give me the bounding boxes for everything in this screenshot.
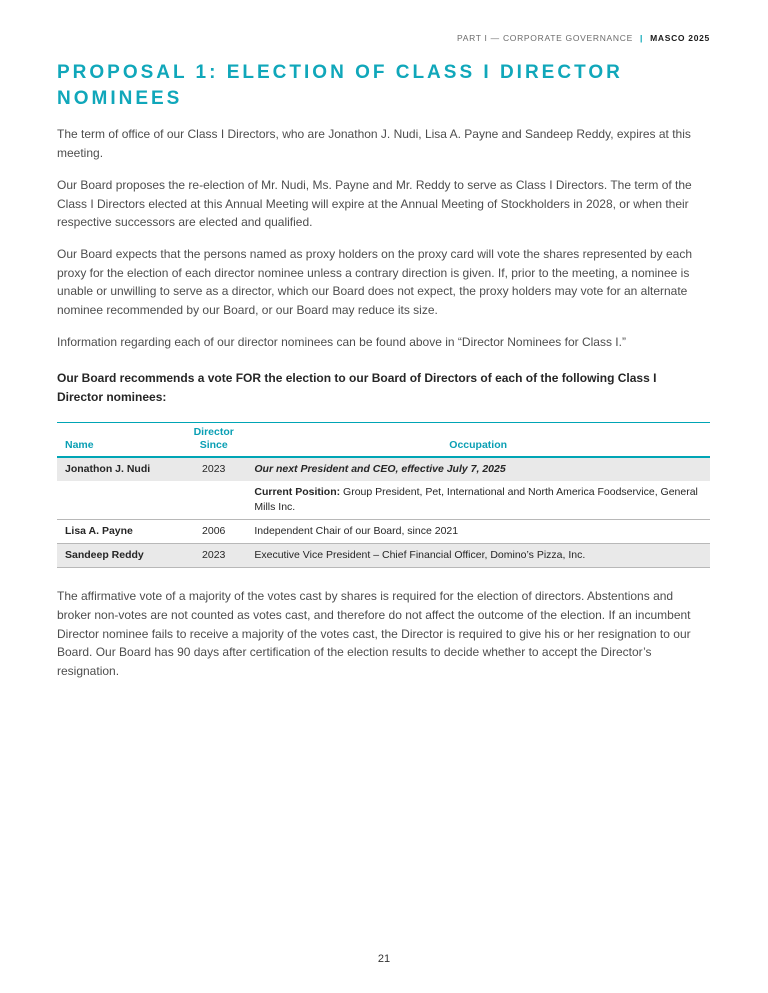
- column-header-occupation: Occupation: [246, 423, 710, 458]
- header-divider: |: [639, 33, 644, 43]
- paragraph-proxy-holders: Our Board expects that the persons named as proxy holders on the proxy card will vote the shares represented by each proxy for the election of each director nominee unless a contrary direction is given. If, prior to the meeting, a nominee is unable or unwilling to serve as a director, which our Board does not expect, the proxy holders may vote for an alternate nominee recommended by our Board, or our Board may reduce its size.: [57, 247, 693, 318]
- table-row-nudi: [57, 457, 710, 481]
- nominee-occupation: Executive Vice President – Chief Financial Officer, Domino’s Pizza, Inc.: [246, 543, 710, 567]
- paragraph-nominee-info: Information regarding each of our director nominees can be found above in “Director Nominees for Class I.”: [57, 334, 626, 349]
- column-header-name: Name: [57, 423, 181, 458]
- director-nominees-table: [57, 422, 710, 568]
- empty-cell: [181, 481, 246, 519]
- table-header-row: [57, 423, 710, 458]
- table-row-payne: [57, 519, 710, 543]
- nominee-director-since: 2023: [181, 543, 246, 567]
- current-position-detail: Group President, Pet, International and North America Foodservice, General Mills Inc.: [254, 486, 698, 513]
- page-title: PROPOSAL 1: ELECTION OF CLASS I DIRECTOR NOMINEES: [57, 62, 623, 110]
- nominee-occupation-highlight-cell: [246, 457, 710, 481]
- table-row-nudi-continued: [57, 481, 710, 519]
- paragraph-re-election: Our Board proposes the re-election of Mr. Nudi, Ms. Payne and Mr. Reddy to serve as Class I Directors. The term of the Class I Directors elected at this Annual Meeting will expire at the Annual Meeting of Stockholders in 2028, or when their respective successors are elected and qualified.: [57, 177, 692, 230]
- table-row-reddy: [57, 543, 710, 567]
- nominee-name: Jonathon J. Nudi: [57, 457, 181, 481]
- occupation-highlight: Our next President and CEO, effective July 7, 2025: [254, 463, 506, 476]
- column-header-since-line: Since: [199, 439, 228, 452]
- column-header-director-since: [181, 423, 246, 458]
- nominee-occupation: Independent Chair of our Board, since 2021: [246, 519, 710, 543]
- header-section-label: PART I — CORPORATE GOVERNANCE: [456, 33, 633, 43]
- page-header: [57, 33, 710, 43]
- column-header-director-line: Director: [193, 426, 234, 438]
- page-number: 21: [377, 953, 391, 965]
- empty-cell: [57, 481, 181, 519]
- current-position-label: Current Position:: [254, 486, 341, 499]
- nominee-name: Sandeep Reddy: [57, 543, 181, 567]
- recommendation-text: Our Board recommends a vote FOR the election to our Board of Directors of each of the following Class I Director nominees:: [57, 370, 657, 404]
- nominee-current-position-cell: [246, 481, 710, 519]
- paragraph-term-of-office: The term of office of our Class I Directors, who are Jonathon J. Nudi, Lisa A. Payne and Sandeep Reddy, expires at this meeting.: [57, 127, 691, 161]
- nominee-director-since: 2006: [181, 519, 246, 543]
- closing-paragraph: The affirmative vote of a majority of the votes cast by shares is required for the election of directors. Abstentions and broker non-votes are not counted as votes cast, and therefore do not affect the outcome of the election. If an incumbent Director nominee fails to receive a majority of the votes cast, the Director is required to give his or her resignation to our Board. Our Board has 90 days after certification of the election results to decide whether to accept the Director’s resignation.: [57, 589, 691, 678]
- nominee-name: Lisa A. Payne: [57, 519, 181, 543]
- header-brand-label: MASCO 2025: [650, 33, 710, 43]
- nominee-director-since: 2023: [181, 457, 246, 481]
